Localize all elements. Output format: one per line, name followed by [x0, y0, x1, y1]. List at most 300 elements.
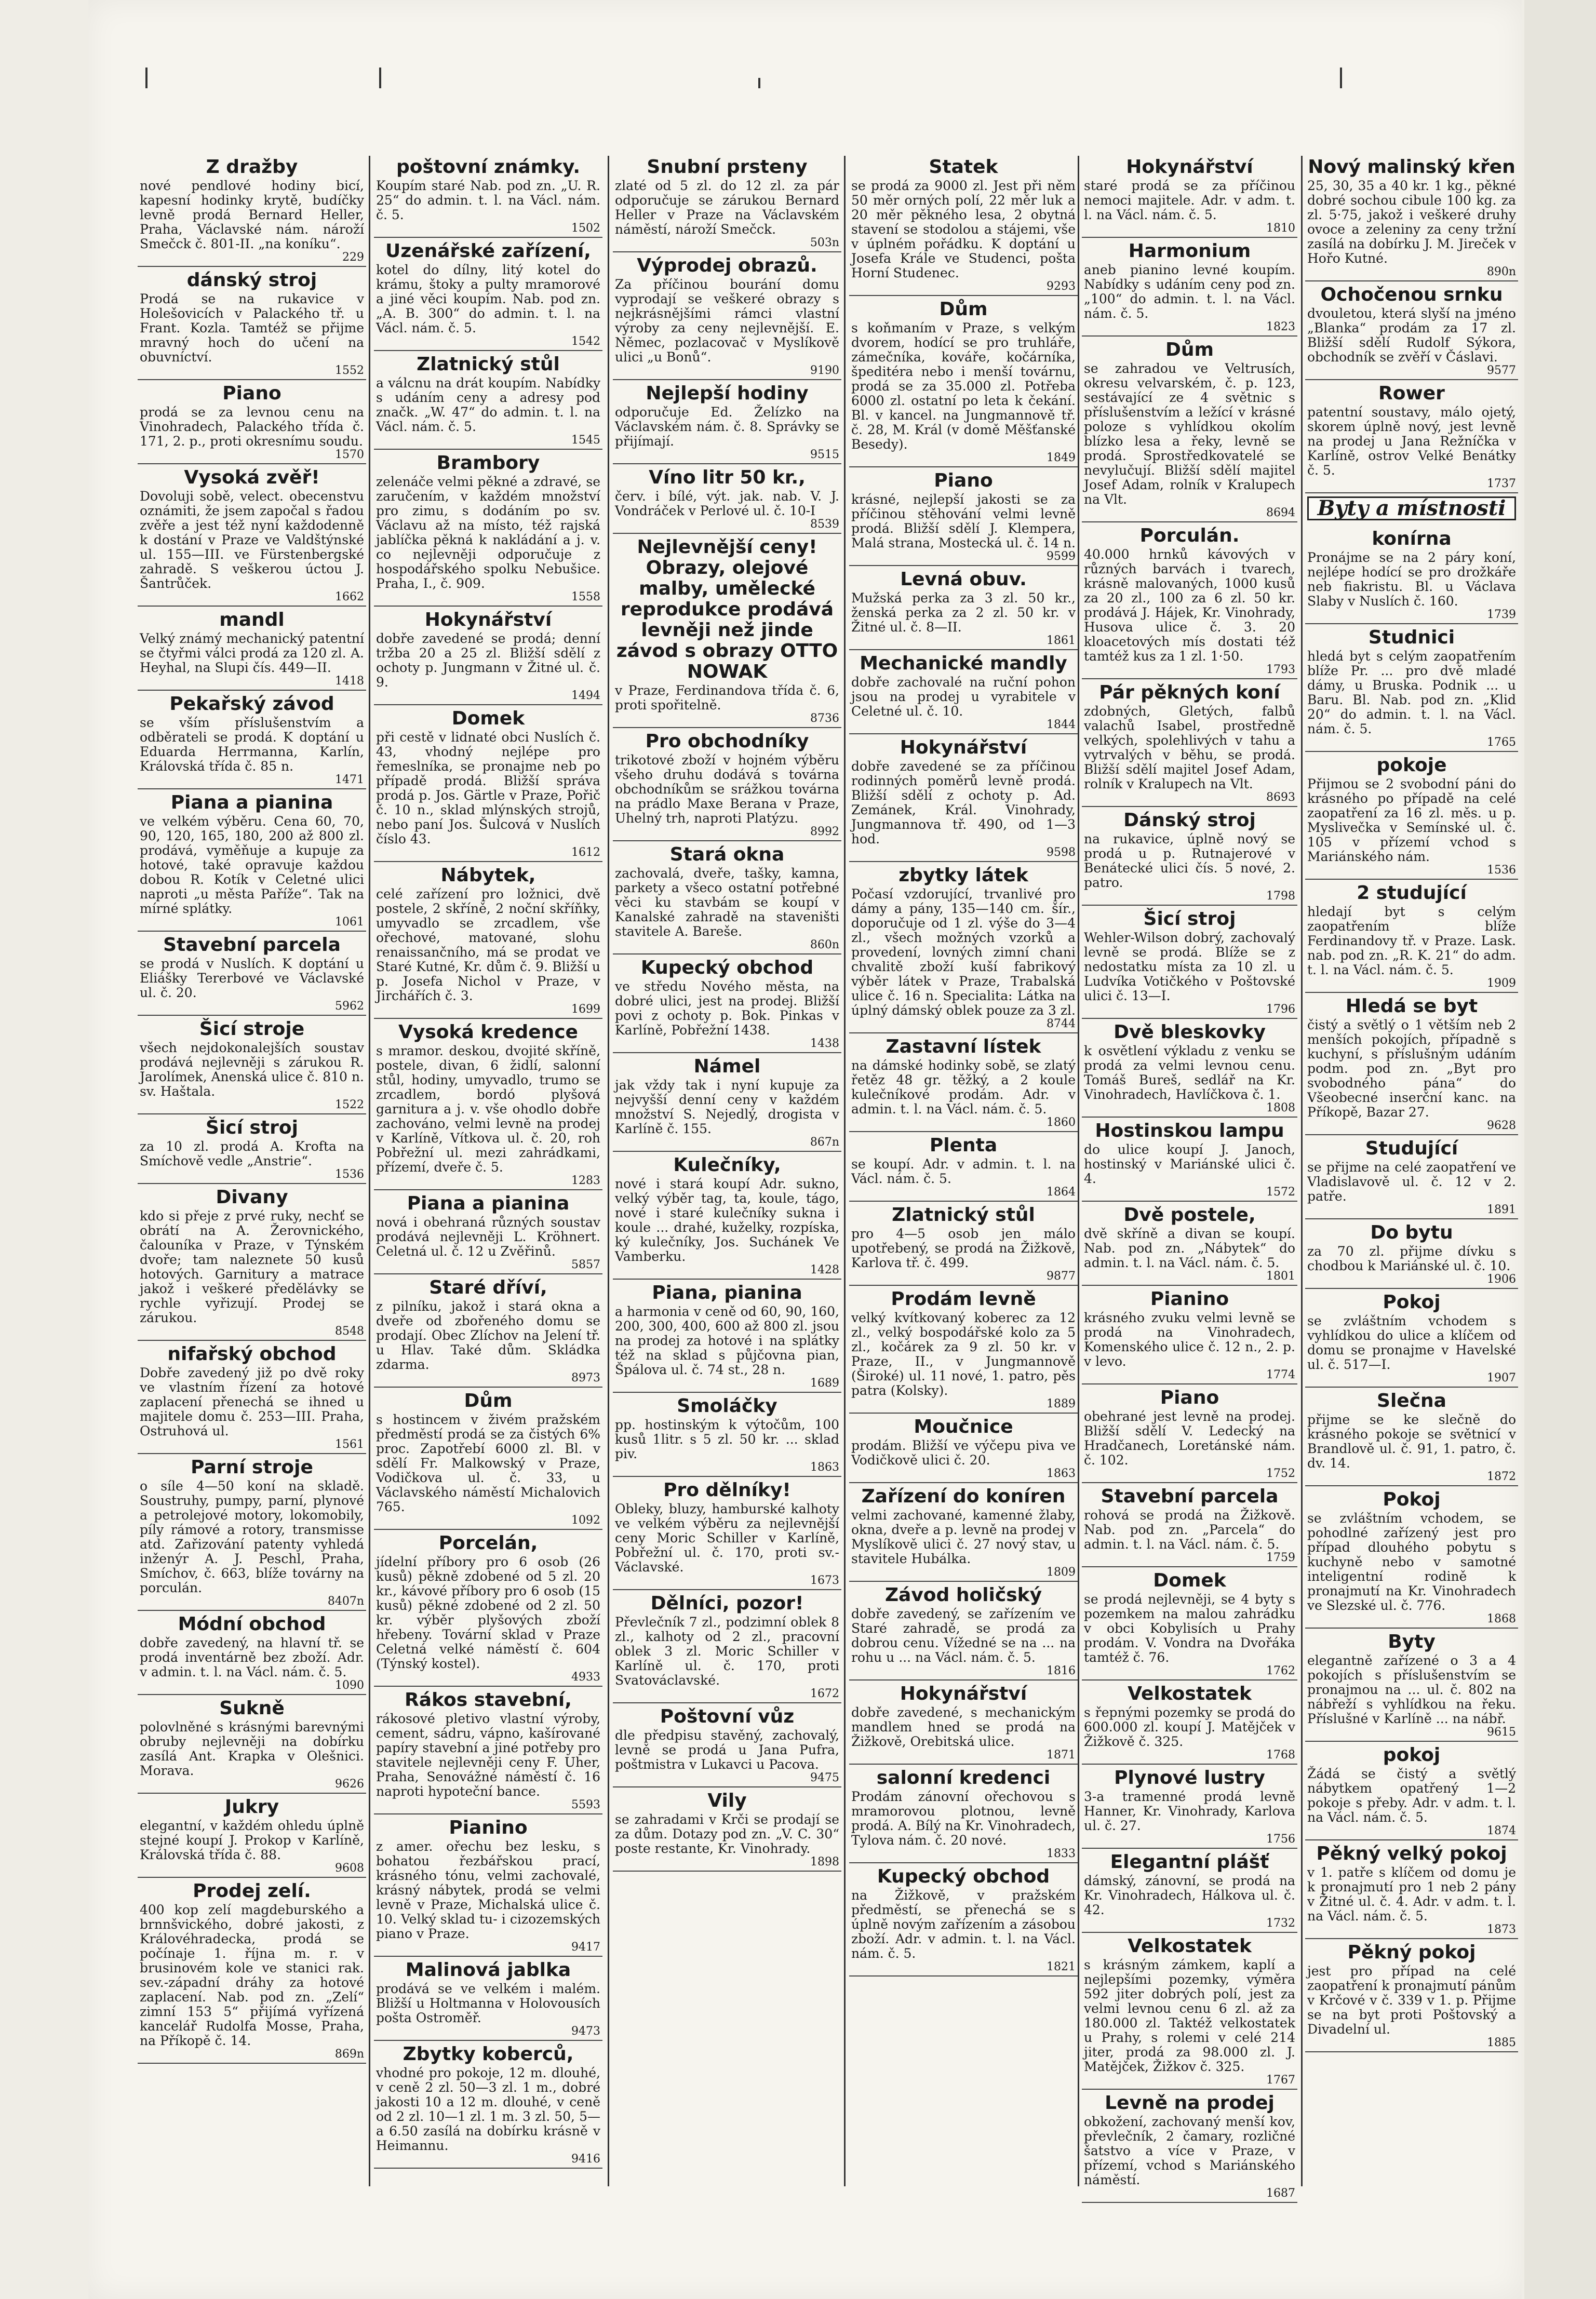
classified-ad: [374, 1818, 602, 1957]
classified-ad: [613, 157, 841, 252]
classified-ad: [1082, 810, 1297, 906]
ad-text: ve středu Nového města, na dobré ulici, jest na prodej. Bližší povi z ochoty p. Bok. Pinkas v Karlíně, Pobřežní 1438.: [615, 979, 839, 1038]
ad-number: 1816: [1047, 1664, 1076, 1677]
classified-ad: [374, 241, 602, 351]
classified-ad: [849, 865, 1078, 1033]
ad-title: Hokynářství: [424, 609, 552, 630]
ad-number: 4933: [571, 1671, 600, 1684]
ad-title: Pro obchodníky: [645, 731, 809, 752]
ad-title: Víno litr 50 kr.,: [649, 467, 806, 488]
classified-ad: [1305, 627, 1518, 752]
classified-ad: [849, 299, 1078, 467]
classified-ad: [374, 1022, 602, 1190]
ad-text: 25, 30, 35 a 40 kr. 1 kg., pěkné dobré sochou cibule 100 kg. za zl. 5·75, jakož i veškeré druhy ovoce a zeleniny za ceny tržní zasílá na dobírku J. M. Jireček v Hořo Kutné.: [1307, 178, 1516, 266]
ad-number: 1418: [335, 675, 364, 688]
classified-ad: [374, 865, 602, 1019]
ad-text: s řepnými pozemky se prodá do 600.000 zl. koupí J. Matějček v Žižkově č. 325.: [1084, 1705, 1295, 1749]
classified-ad: [849, 1289, 1078, 1414]
scan-margin: [1524, 0, 1596, 2299]
ad-number: 8736: [810, 712, 839, 725]
classified-ad: [138, 1344, 366, 1454]
ad-title: Zastavní lístek: [886, 1036, 1041, 1057]
classified-ad: [613, 1791, 841, 1872]
classified-ad: [1082, 1121, 1297, 1202]
ad-number: 5593: [571, 1798, 600, 1811]
classified-ad: [613, 1706, 841, 1787]
ad-number: 9515: [810, 448, 839, 461]
ad-title: Nový malinský křen: [1308, 156, 1515, 178]
classified-ad: [849, 1768, 1078, 1863]
classified-ad: [374, 1278, 602, 1388]
classified-ad: [1082, 1205, 1297, 1286]
ad-number: 9608: [335, 1862, 364, 1875]
print-mark: [1340, 68, 1342, 88]
ad-text: jídelní příbory pro 6 osob (26 kusů) pěkně zdobené od 5 zl. 20 kr., kávové příbory pro 6 osob (15 kusů) pěkné zdobené od 2 zl. 50 kr. výběr plyšových zboží hřebeny. Tovární sklad v Praze Celetná velké náměstí č. 604 (Týnský kostel).: [376, 1554, 600, 1671]
ad-text: dvě skříně a divan se koupí. Nab. pod zn. „Nábytek“ do admin. t. l. na Václ. nám. č. 5.: [1084, 1226, 1295, 1270]
ad-number: 1909: [1487, 977, 1516, 990]
classified-ad: [1082, 2093, 1297, 2203]
ad-text: 3-a tramenné prodá levně Hanner, Kr. Vinohrady, Karlova ul. č. 27.: [1084, 1789, 1295, 1833]
ad-text: zelenáče velmi pěkné a zdravé, se zaručením, v každém množství pro zimu, s dodáním po sv. Václavu až na místo, též rajská jablíčka pěkná k nakládání a j. v. co nejlevněji odporučuje z hospodářského spolku Nebušice. Praha, I., č. 909.: [376, 474, 600, 591]
ad-number: 229: [342, 251, 364, 264]
ad-number: 8407n: [327, 1595, 364, 1608]
ad-number: 867n: [810, 1136, 839, 1149]
ad-title: Studnici: [1368, 627, 1455, 648]
ad-title: Pěkný velký pokoj: [1316, 1843, 1507, 1864]
ad-number: 1502: [571, 222, 600, 235]
classified-ad: [1082, 909, 1297, 1019]
ad-text: v Praze, Ferdinandova třída č. 6, proti spořitelně.: [615, 683, 839, 712]
ad-number: 1823: [1266, 320, 1295, 333]
ad-text: prodá se za levnou cenu na Vinohradech, Palackého třída č. 171, 2. p., proti okresnímu soudu.: [140, 405, 364, 449]
ad-number: 9473: [571, 2025, 600, 2038]
ad-title: Rákos stavební,: [405, 1689, 572, 1711]
ad-text: dobře zavedený, se zařízením ve Staré zahradě, se prodá za dobrou cenu. Vížedné se na ... na rohu u ... na Václ. nám. č. 5.: [851, 1606, 1076, 1665]
ad-text: obkožení, zachovaný menší kov, převlečník, 2 čamary, rozličné šatstvo a více v Praze, v přízemí, vchod s Mariánského náměstí.: [1084, 2114, 1295, 2187]
ad-number: 1868: [1487, 1612, 1516, 1625]
classified-ad: [1082, 1570, 1297, 1680]
ad-text: Mužská perka za 3 zl. 50 kr., ženská perka za 2 zl. 50 kr. v Žitné ul. č. 8—II.: [851, 590, 1076, 635]
classified-ad: [138, 1187, 366, 1341]
classified-ad: [374, 453, 602, 607]
ad-title: Divany: [216, 1187, 288, 1208]
ad-number: 1570: [335, 448, 364, 461]
ad-title: Rower: [1378, 383, 1445, 404]
classified-ad: [613, 958, 841, 1053]
ad-title: Šicí stroj: [206, 1117, 298, 1138]
ad-title: Nejlevnější ceny! Obrazy, olejové malby, umělecké reprodukce prodává levněji než jinde závod s obrazy OTTO NOWAK: [616, 536, 838, 682]
ad-number: 9628: [1487, 1119, 1516, 1132]
ad-title: Porculán.: [1139, 525, 1240, 546]
ad-text: se přijme na celé zaopatření ve Vladislavově ul. č. 12 v 2. patře.: [1307, 1160, 1516, 1204]
ad-text: s krásným zámkem, kaplí a nejlepšími pozemky, výměra 592 jiter dobrých polí, jest za velmi levnou cenu 6 zl. až za 180.000 zl. Taktéž velkostatek u Prahy, s rolemi v celé 214 jiter, prodá za 98.000 zl. J. Matějček, Žižkov č. 325.: [1084, 1957, 1295, 2074]
ad-title: Uzenářské zařízení,: [385, 240, 591, 262]
classified-ad: [849, 1585, 1078, 1680]
ad-title: 2 studující: [1357, 882, 1467, 904]
ad-text: 400 kop zelí magdeburského a brnnšvického, dobré jakosti, z Královéhradecka, prodá se počínaje 1. října m. r. v brusinovém kole ve stanici rak. sev.-západní dráhy za hotové zaplacení. Nab. pod zn. „Zelí“ zimní 153 5“ přijímá vyřízená kancelář Rudolfa Mosse, Praha, na Příkopě č. 14.: [140, 1902, 364, 2048]
classified-ad: [1082, 1852, 1297, 1933]
column-rule: [369, 156, 370, 2186]
ad-text: se zvláštním vchodem s vyhlídkou do ulice a klíčem od domu se pronajme v Havelské ul. č. 517—I.: [1307, 1313, 1516, 1372]
ad-number: 1522: [335, 1098, 364, 1111]
ad-number: 1762: [1266, 1664, 1295, 1677]
ad-title: salonní kredenci: [876, 1767, 1051, 1789]
ad-number: 9615: [1487, 1726, 1516, 1739]
ad-text: z amer. ořechu bez lesku, s bohatou řezbářskou prací, krásného tónu, velmi zachovalé, krásný nábytek, prodá se velmi levně v Praze, Michalská ulice č. 10. Velký sklad tu- i cizozemských piano v Praze.: [376, 1839, 600, 1941]
classified-ad: [374, 610, 602, 705]
classified-ad: [138, 1118, 366, 1184]
ad-title: Smoláčky: [677, 1395, 777, 1417]
classified-ad: [138, 467, 366, 607]
ad-number: 1809: [1047, 1566, 1076, 1579]
ad-title: Pekařský závod: [169, 693, 334, 715]
ad-text: kotel do dílny, litý kotel do krámu, štoky a pulty mramorové a jiné věci koupím. Nab. pod zn. „A. B. 300“ do admin. t. l. na Václ. nám. č. 5.: [376, 262, 600, 335]
classified-ad: [1082, 682, 1297, 807]
ad-text: jest pro případ na celé zaopatření k pronajmutí pánům v Krčové v č. 339 v 1. p. Přijme se na byt proti Poštovský a Divadelní ul.: [1307, 1964, 1516, 2037]
classified-ad: [1305, 755, 1518, 880]
ad-title: Námel: [693, 1056, 761, 1077]
ad-number: 1873: [1487, 1923, 1516, 1936]
classified-ad: [1082, 340, 1297, 522]
ad-text: nová i obehraná různých soustav prodává nejlevněji L. Kröhnert. Celetná ul. č. 12 u Zvěřinů.: [376, 1215, 600, 1259]
ad-number: 1428: [810, 1263, 839, 1276]
ad-text: krásného zvuku velmi levně se prodá na Vinohradech, Komenského ulice č. 12 n., 2. p. v levo.: [1084, 1310, 1295, 1369]
classified-ad: [1082, 1388, 1297, 1483]
ad-number: 9598: [1047, 846, 1076, 859]
ad-number: 1871: [1047, 1749, 1076, 1762]
ad-title: Mechanické mandly: [860, 653, 1067, 674]
ad-text: rákosové pletivo vlastní výroby, cement, sádru, vápno, kašírované papíry stavební a jiné potřeby pro stavitele nejlevněji ceny F. Uher, Praha, Senovážné náměstí č. 16 naproti hypoteční bance.: [376, 1711, 600, 1799]
ad-title: Velkostatek: [1128, 1935, 1252, 1957]
ad-title: Snubní prsteny: [647, 156, 808, 178]
ad-text: rohová se prodá na Žižkově. Nab. pod zn. „Parcela“ do admin. t. l. na Václ. nám. č. 5.: [1084, 1508, 1295, 1552]
ad-number: 869n: [334, 2048, 364, 2061]
classified-ad: [849, 1417, 1078, 1483]
classified-ad: [1305, 1222, 1518, 1289]
ad-text: prodává se ve velkém i malém. Bližší u Holtmanna v Holovousích pošta Ostroměř.: [376, 1981, 600, 2025]
classified-ad: [613, 383, 841, 464]
ad-number: 8744: [1047, 1017, 1076, 1030]
classified-ad: [613, 1283, 841, 1393]
ad-text: ve velkém výběru. Cena 60, 70, 90, 120, 165, 180, 200 až 800 zl. prodává, vyměňuje a kupuje za hotové, také opravuje každou dobou R. Kotík v Celetné ulici naproti „u města Paříže“. Tak na mírné splátky.: [140, 814, 364, 916]
ad-title: Malinová jablka: [405, 1959, 571, 1981]
ad-title: Prodám levně: [891, 1288, 1036, 1310]
classified-ad: [1082, 1936, 1297, 2090]
ad-text: přijme se ke slečně do krásného pokoje se světnicí v Brandlově ul. č. 91, 1. patro, č. dv. 14.: [1307, 1412, 1516, 1471]
ad-column-1: [138, 156, 366, 2186]
ad-text: se vším příslušenstvím a odběrateli se prodá. K doptání u Eduarda Herrmanna, Karlín, Královská třída č. 85 n.: [140, 715, 364, 774]
ad-text: se zahradami v Krči se prodají se za dům. Dotazy pod zn. „V. C. 30“ poste restante, Kr. Vinohrady.: [615, 1812, 839, 1856]
ad-title: Parní stroje: [191, 1457, 313, 1478]
classified-ad: [1305, 1391, 1518, 1486]
ad-number: 1889: [1047, 1397, 1076, 1410]
classified-ad: [1082, 241, 1297, 337]
ad-text: 40.000 hrnků kávových v různých barvách i tvarech, krásně malovaných, 1000 kusů za 20 zl., 100 za 6 zl. 50 kr. prodává J. Hájek, Kr. Vinohrady, Husova ulice č. 3. 20 kloacetových mís dostati též tamtéž kus za 1 zl. 1·50.: [1084, 547, 1295, 664]
ad-number: 9417: [571, 1941, 600, 1954]
ad-number: 1558: [571, 590, 600, 603]
ad-text: Prodá se na rukavice v Holešovicích v Palackého tř. u Frant. Kozla. Tamtéž se přijme mravný hoch do učení na obuvníctví.: [140, 291, 364, 365]
classified-ad: [1305, 1942, 1518, 2052]
ad-title: Výprodej obrazů.: [637, 255, 817, 276]
classified-ad: [613, 256, 841, 380]
ad-text: hledá byt s celým zaopatřením blíže Pr. ... pro dvě mladé dámy, u Bruska. Podnik ... u Baru. Bl. Nab. pod zn. „Klid 20“ do admin. t. l. na Václ. nám. č. 5.: [1307, 649, 1516, 736]
classified-ad: [849, 1866, 1078, 1977]
classified-ad: [1305, 883, 1518, 993]
classified-ad: [1305, 529, 1518, 624]
ad-title: nifařský obchod: [167, 1343, 337, 1365]
classified-ad: [849, 1135, 1078, 1202]
ad-number: 1907: [1487, 1372, 1516, 1384]
ad-text: staré prodá se za příčinou nemoci majitele. Adr. v adm. t. l. na Václ. nám. č. 5.: [1084, 178, 1295, 222]
classified-ad: [1305, 383, 1518, 493]
ad-text: dobře zavedené se prodá; denní tržba 20 a 25 zl. Bližší sdělí z ochoty p. Jungmann v Žitné ul. č. 9.: [376, 631, 600, 690]
ad-column-3: [613, 156, 841, 2186]
classified-ad: [138, 383, 366, 464]
classified-ad: [613, 1396, 841, 1477]
classified-ad: [613, 1056, 841, 1152]
ad-number: 1808: [1266, 1101, 1295, 1114]
ad-title: pokoje: [1376, 755, 1447, 776]
ad-title: Pro dělníky!: [663, 1480, 791, 1501]
ad-text: pro 4—5 osob jen málo upotřebený, se prodá na Žižkově, Karlova tř. č. 499.: [851, 1226, 1076, 1270]
ad-title: Prodej zelí.: [193, 1880, 311, 1902]
ad-number: 1739: [1487, 608, 1516, 621]
ad-title: Slečna: [1377, 1390, 1446, 1411]
classified-ad: [138, 157, 366, 267]
ad-number: 1885: [1487, 2036, 1516, 2049]
ad-number: 9416: [571, 2153, 600, 2166]
section-heading: Byty a místnosti: [1307, 496, 1516, 520]
ad-number: 9599: [1047, 550, 1076, 563]
classified-ad: [138, 694, 366, 789]
ad-title: Elegantní plášť: [1110, 1851, 1269, 1873]
ad-title: Šicí stroj: [1143, 908, 1236, 930]
ad-text: nové i stará koupí Adr. sukno, velký výběr tag, ta, koule, tágo, nové i staré kulečníky sukna i koule ... drahé, kuželky, rozpíska, ký kulečníky, Jos. Suchánek Ve Vamberku.: [615, 1176, 839, 1264]
ad-number: 1737: [1487, 477, 1516, 490]
ad-title: pokoj: [1383, 1744, 1441, 1766]
classified-ad: [1082, 1768, 1297, 1849]
ad-text: a harmonia v ceně od 60, 90, 160, 200, 300, 400, 600 až 800 zl. jsou na prodej za hotové i na splátky též na sklad s půjčovna pian, Špálova ul. č. 74 st., 28 n.: [615, 1304, 839, 1377]
ad-text: patentní soustavy, málo ojetý, skorem úplně nový, jest levně na prodej u Jana Režníčka v Karlíně, ostrov Velké Benátky č. 5.: [1307, 405, 1516, 478]
ad-number: 1768: [1266, 1749, 1295, 1762]
ad-text: s hostincem v živém pražském předměstí prodá se za čistých 6% proc. Zapotřebí 6000 zl. Bl. v sdělí Fr. Malkowský v Praze, Vodičkova ul. č. 33, u Václavského náměstí Michalovich 765.: [376, 1412, 600, 1514]
ad-title: Harmonium: [1128, 240, 1251, 262]
ad-number: 1810: [1266, 222, 1295, 235]
ad-text: Žádá se čistý a světlý nábytkem opatřený 1—2 pokoje s přeby. Adr. v adm. t. l. na Václ. nám. č. 5.: [1307, 1766, 1516, 1825]
ad-title: Stará okna: [669, 844, 785, 865]
ad-title: Moučnice: [914, 1416, 1013, 1437]
ad-text: Převlečník 7 zl., podzimní oblek 8 zl., kalhoty od 2 zl., pracovní oblek 3 zl. Moric Schiller v Karlíně ul. č. 170, proti Svatováclavské.: [615, 1615, 839, 1688]
column-rule: [844, 156, 846, 2186]
classified-ad: [138, 1797, 366, 1878]
classified-ad: [138, 792, 366, 932]
ad-number: 1872: [1487, 1470, 1516, 1483]
column-rule: [1301, 156, 1303, 2186]
classified-ad: [849, 1205, 1078, 1286]
ad-title: Stavební parcela: [163, 934, 341, 956]
ad-text: obehrané jest levně na prodej. Bližší sdělí V. Ledecký na Hradčanech, Loretánské nám. č. 102.: [1084, 1409, 1295, 1468]
ad-text: při cestě v lidnaté obci Nuslích č. 43, vhodný nejlépe pro řemeslníka, se pronajme neb po případě prodá. Bližší správa prodá p. Jos. Gärtle v Praze, Pořič č. 10 n., sklad mlýnských strojů, nebo paní Jos. Šulcová v Nuslích číslo 43.: [376, 730, 600, 846]
ad-text: o síle 4—50 koní na skladě. Soustruhy, pumpy, parní, plynové a petrolejové motory, lokomobily, píly rámové a rotory, transmisse atd. Zařizování patenty vyhledá inženýr A. J. Peschl, Praha, Smíchov, č. 663, blíže továrny na porculán.: [140, 1478, 364, 1595]
ad-number: 1849: [1047, 451, 1076, 464]
classified-ad: [613, 537, 841, 728]
ad-title: Hokynářství: [900, 737, 1027, 758]
ad-number: 9577: [1487, 364, 1516, 377]
ad-title: Kulečníky,: [673, 1154, 781, 1176]
ad-text: Prodám zánovní ořechovou s mramorovou plotnou, levně prodá. A. Bílý na Kr. Vinohradech, Tylova nám. č. 20 nové.: [851, 1789, 1076, 1848]
classified-ad: [1305, 996, 1518, 1135]
ad-title: Z dražby: [206, 156, 298, 178]
ad-text: prodám. Bližší ve výčepu piva ve Vodičkově ulici č. 20.: [851, 1438, 1076, 1468]
classified-ad: [1082, 1289, 1297, 1384]
ad-title: Piano: [222, 383, 281, 404]
ad-number: 1860: [1047, 1116, 1076, 1129]
ad-number: 1756: [1266, 1833, 1295, 1846]
ad-number: 1821: [1047, 1960, 1076, 1973]
ad-title: Vily: [707, 1790, 747, 1811]
classified-ad: [1305, 157, 1518, 281]
ad-text: Wehler-Wilson dobrý, zachovalý levně se prodá. Blíže se z nedostatku místa za 10 zl. u Ludvíka Votičkého v Poštovské ulici č. 13—I.: [1084, 930, 1295, 1003]
ad-number: 1090: [335, 1679, 364, 1692]
classified-ad: [613, 731, 841, 841]
ad-text: s mramor. deskou, dvojité skříně, postele, divan, 6 židlí, salonní stůl, hodiny, umyvadlo, trumo se zrcadlem, bordó plyšová garnitura a j. v. vše ohodlo dobře zachováno, velmi levně na prodej v Karlíně, Vítkova ul. č. 20, roh Pobřežní ul. mezi zahrádkami, přízemí, dveře č. 5.: [376, 1043, 600, 1175]
ad-number: 1793: [1266, 663, 1295, 676]
ad-number: 503n: [810, 236, 839, 249]
ad-column-4: [849, 156, 1078, 2186]
ad-text: Koupím staré Nab. pod zn. „U. R. 25“ do admin. t. l. na Václ. nám. č. 5.: [376, 178, 600, 222]
classified-ad: [613, 467, 841, 534]
classified-ad: [613, 1480, 841, 1590]
ad-number: 8973: [571, 1372, 600, 1384]
classified-ad: [374, 1193, 602, 1274]
ad-title: Velkostatek: [1128, 1683, 1252, 1704]
ad-number: 9475: [810, 1771, 839, 1784]
ad-text: jak vždy tak i nyní kupuje za nejvyšší denní ceny v každém množství S. Nejedlý, drogista v Karlíně č. 155.: [615, 1078, 839, 1136]
column-rule: [1078, 156, 1079, 2186]
classified-ad: [1305, 1138, 1518, 1219]
ad-title: Kupecký obchod: [877, 1866, 1050, 1887]
ad-title: Dům: [464, 1390, 513, 1411]
ad-text: krásné, nejlepší jakosti se za příčinou stěhování velmi levně prodá. Bližší sdělí J. Klempera, Malá strana, Mostecká ul. č. 14 n.: [851, 492, 1076, 550]
ad-text: vhodné pro pokoje, 12 m. dlouhé, v ceně 2 zl. 50—3 zl. 1 m., dobré jakosti 10 a 12 m. dlouhé, v ceně od 2 zl. 10—1 zl. 1 m. 3 zl. 50, 5— a 6.50 zasílá na dobírku krásně v Heimannu.: [376, 2065, 600, 2153]
ad-text: elegantně zařízené o 3 a 4 pokojích s příslušenstvím se pronajmou na ... ul. č. 802 na nábřeží s vyhlídkou na řeku. Příslušné v Karlíně ... na nábř.: [1307, 1653, 1516, 1726]
ad-number: 1545: [571, 434, 600, 447]
ad-title: Ochočenou srnku: [1320, 284, 1503, 305]
ad-number: 1561: [335, 1438, 364, 1451]
ad-text: pp. hostinským k výtočům, 100 kusů 1litr. s 5 zl. 50 kr. ... sklad piv.: [615, 1417, 839, 1461]
ad-title: Hokynářství: [900, 1683, 1027, 1704]
ad-text: dobře zavedený, na hlavní tř. se prodá inventárně bez zboží. Adr. v admin. t. l. na Václ. nám. č. 5.: [140, 1635, 364, 1679]
ad-text: se koupí. Adr. v admin. t. l. na Václ. nám. č. 5.: [851, 1157, 1076, 1186]
ad-title: Domek: [451, 708, 525, 729]
ad-title: Zlatnický stůl: [417, 354, 560, 375]
classified-ad: [613, 844, 841, 954]
ad-number: 1283: [571, 1174, 600, 1187]
ad-text: dobře zavedené se za příčinou rodinných poměrů levně prodá. Bližší sdělí z ochoty p. Ad. Zemánek, Král. Vinohrady, Jungmannova tř. 490, od 1—3 hod.: [851, 759, 1076, 846]
ad-text: se zvláštním vchodem, se pohodlné zařízený jest pro případ dlouhého pobytu s kuchyně nebo v samotné inteligentní rodině k pronajmutí na Kr. Vinohradech ve Slezské ul. č. 776.: [1307, 1511, 1516, 1613]
classified-ad: [1305, 496, 1518, 526]
ad-number: 8539: [810, 518, 839, 531]
classified-ad: [374, 157, 602, 238]
ad-title: Jukry: [224, 1796, 279, 1818]
classified-ad: [138, 1614, 366, 1695]
ad-title: poštovní známky.: [396, 156, 580, 178]
ad-title: Dům: [1165, 339, 1214, 360]
print-mark: [758, 78, 760, 88]
ad-number: 1552: [335, 364, 364, 377]
ad-number: 9877: [1047, 1270, 1076, 1283]
ad-text: Obleky, bluzy, hamburské kalhoty ve velkém výběru za nejlevnější ceny Moric Schiller v Karlíně, Pobřežní ul. č. 170, proti sv.-Václavské.: [615, 1501, 839, 1575]
ad-text: Za příčinou bourání domu vyprodají se veškeré obrazy s nejkrásnějšími rámci vlastní výroby za ceny nejlevnější. E. Němec, pozlacovač v Myslíkově ulici „u Bonů“.: [615, 277, 839, 365]
ad-number: 1798: [1266, 890, 1295, 903]
ad-text: dámský, zánovní, se prodá na Kr. Vinohradech, Hálkova ul. č. 42.: [1084, 1873, 1295, 1917]
ad-title: Kupecký obchod: [640, 957, 814, 978]
ad-title: Dánský stroj: [1123, 810, 1256, 831]
ad-number: 1699: [571, 1003, 600, 1016]
classified-ad: [849, 653, 1078, 734]
classified-ad: [849, 1684, 1078, 1765]
ad-title: Staré dříví,: [429, 1277, 547, 1298]
ad-number: 1732: [1266, 1917, 1295, 1930]
ad-text: se prodá nejlevněji, se 4 byty s pozemkem na malou zahrádku v obci Kobylisích u Prahy prodám. V. Vondra na Dvořáka tamtéž č. 76.: [1084, 1592, 1295, 1665]
ad-title: Dělníci, pozor!: [650, 1593, 804, 1614]
ad-column-5: [1082, 156, 1297, 2200]
classified-ad: [1305, 1745, 1518, 1840]
classified-ad: [374, 1690, 602, 1814]
classified-ad: [1305, 1292, 1518, 1388]
ad-text: na Žižkově, v pražském předměstí, se přenechá se s úplně novým zařízením a zásobou zboží. Adr. v admin. t. l. na Václ. nám. č. 5.: [851, 1888, 1076, 1961]
classified-ad: [1305, 1489, 1518, 1629]
ad-title: Piana, pianina: [652, 1282, 802, 1303]
ad-text: elegantní, v každém ohledu úplně stejné koupí J. Prokop v Karlíně, Královská třída č. 88.: [140, 1818, 364, 1862]
classified-ad: [613, 1593, 841, 1703]
ad-text: na dámské hodinky sobě, se zlatý řetěz 48 gr. těžký, a 2 koule kulečníkové prodám. Adr. v admin. t. l. na Václ. nám. č. 5.: [851, 1058, 1076, 1117]
ad-number: 9293: [1047, 280, 1076, 293]
ad-title: zbytky látek: [898, 865, 1028, 886]
ad-title: Byty: [1388, 1631, 1436, 1652]
page-top-margin: [88, 31, 1522, 93]
ad-title: Zlatnický stůl: [892, 1204, 1035, 1226]
ad-title: Levná obuv.: [900, 569, 1027, 590]
ad-text: červ. i bílé, výt. jak. nab. V. J. Vondráček v Perlové ul. č. 10-I: [615, 489, 839, 518]
ad-text: a válcnu na drát koupím. Nabídky s udáním ceny a adresy pod značk. „W. 47“ do admin. t. l. na Václ. nám. č. 5.: [376, 375, 600, 434]
ad-text: Pronájme se na 2 páry koní, nejlépe hodící se pro drožkáře neb fiakristu. Bl. u Václava Slaby v Nuslích č. 160.: [1307, 550, 1516, 609]
newspaper-page: [88, 0, 1522, 2299]
ad-title: Piano: [1160, 1387, 1219, 1408]
ad-column-6: [1305, 156, 1518, 2186]
ad-number: 1906: [1487, 1273, 1516, 1286]
ad-number: 1864: [1047, 1186, 1076, 1199]
column-rule: [608, 156, 609, 2186]
classified-ad: [138, 1881, 366, 2064]
classified-ad: [374, 354, 602, 450]
ad-title: Pianino: [1150, 1288, 1229, 1310]
ad-number: 1767: [1266, 2074, 1295, 2087]
classified-ad: [138, 610, 366, 691]
ad-text: všech nejdokonalejších soustav prodává nejlevněji s zárukou R. Jarolímek, Anenská ulice č. 810 n. sv. Haštala.: [140, 1040, 364, 1099]
ad-title: Pianino: [449, 1817, 528, 1838]
classified-ad: [1082, 157, 1297, 238]
ad-number: 1844: [1047, 718, 1076, 731]
ad-number: 9626: [335, 1778, 364, 1791]
ad-text: velký kvítkovaný koberec za 12 zl., velký bospodářské kolo za 5 zl., kočárek za 9 zl. 50 kr. v Praze, II., v Jungmannově (Široké) ul. 11 nové, 1. patro, pěs patra (Kolsky).: [851, 1310, 1076, 1398]
ad-text: dobře zachovalé na ruční pohon jsou na prodej u vyrabitele v Celetné ul. č. 10.: [851, 675, 1076, 719]
ad-title: Vysoká zvěř!: [184, 467, 320, 488]
ad-title: Pár pěkných koní: [1099, 682, 1280, 703]
ad-title: Piana a pianina: [170, 792, 333, 813]
print-mark: [145, 68, 147, 88]
ad-number: 8693: [1266, 791, 1295, 804]
